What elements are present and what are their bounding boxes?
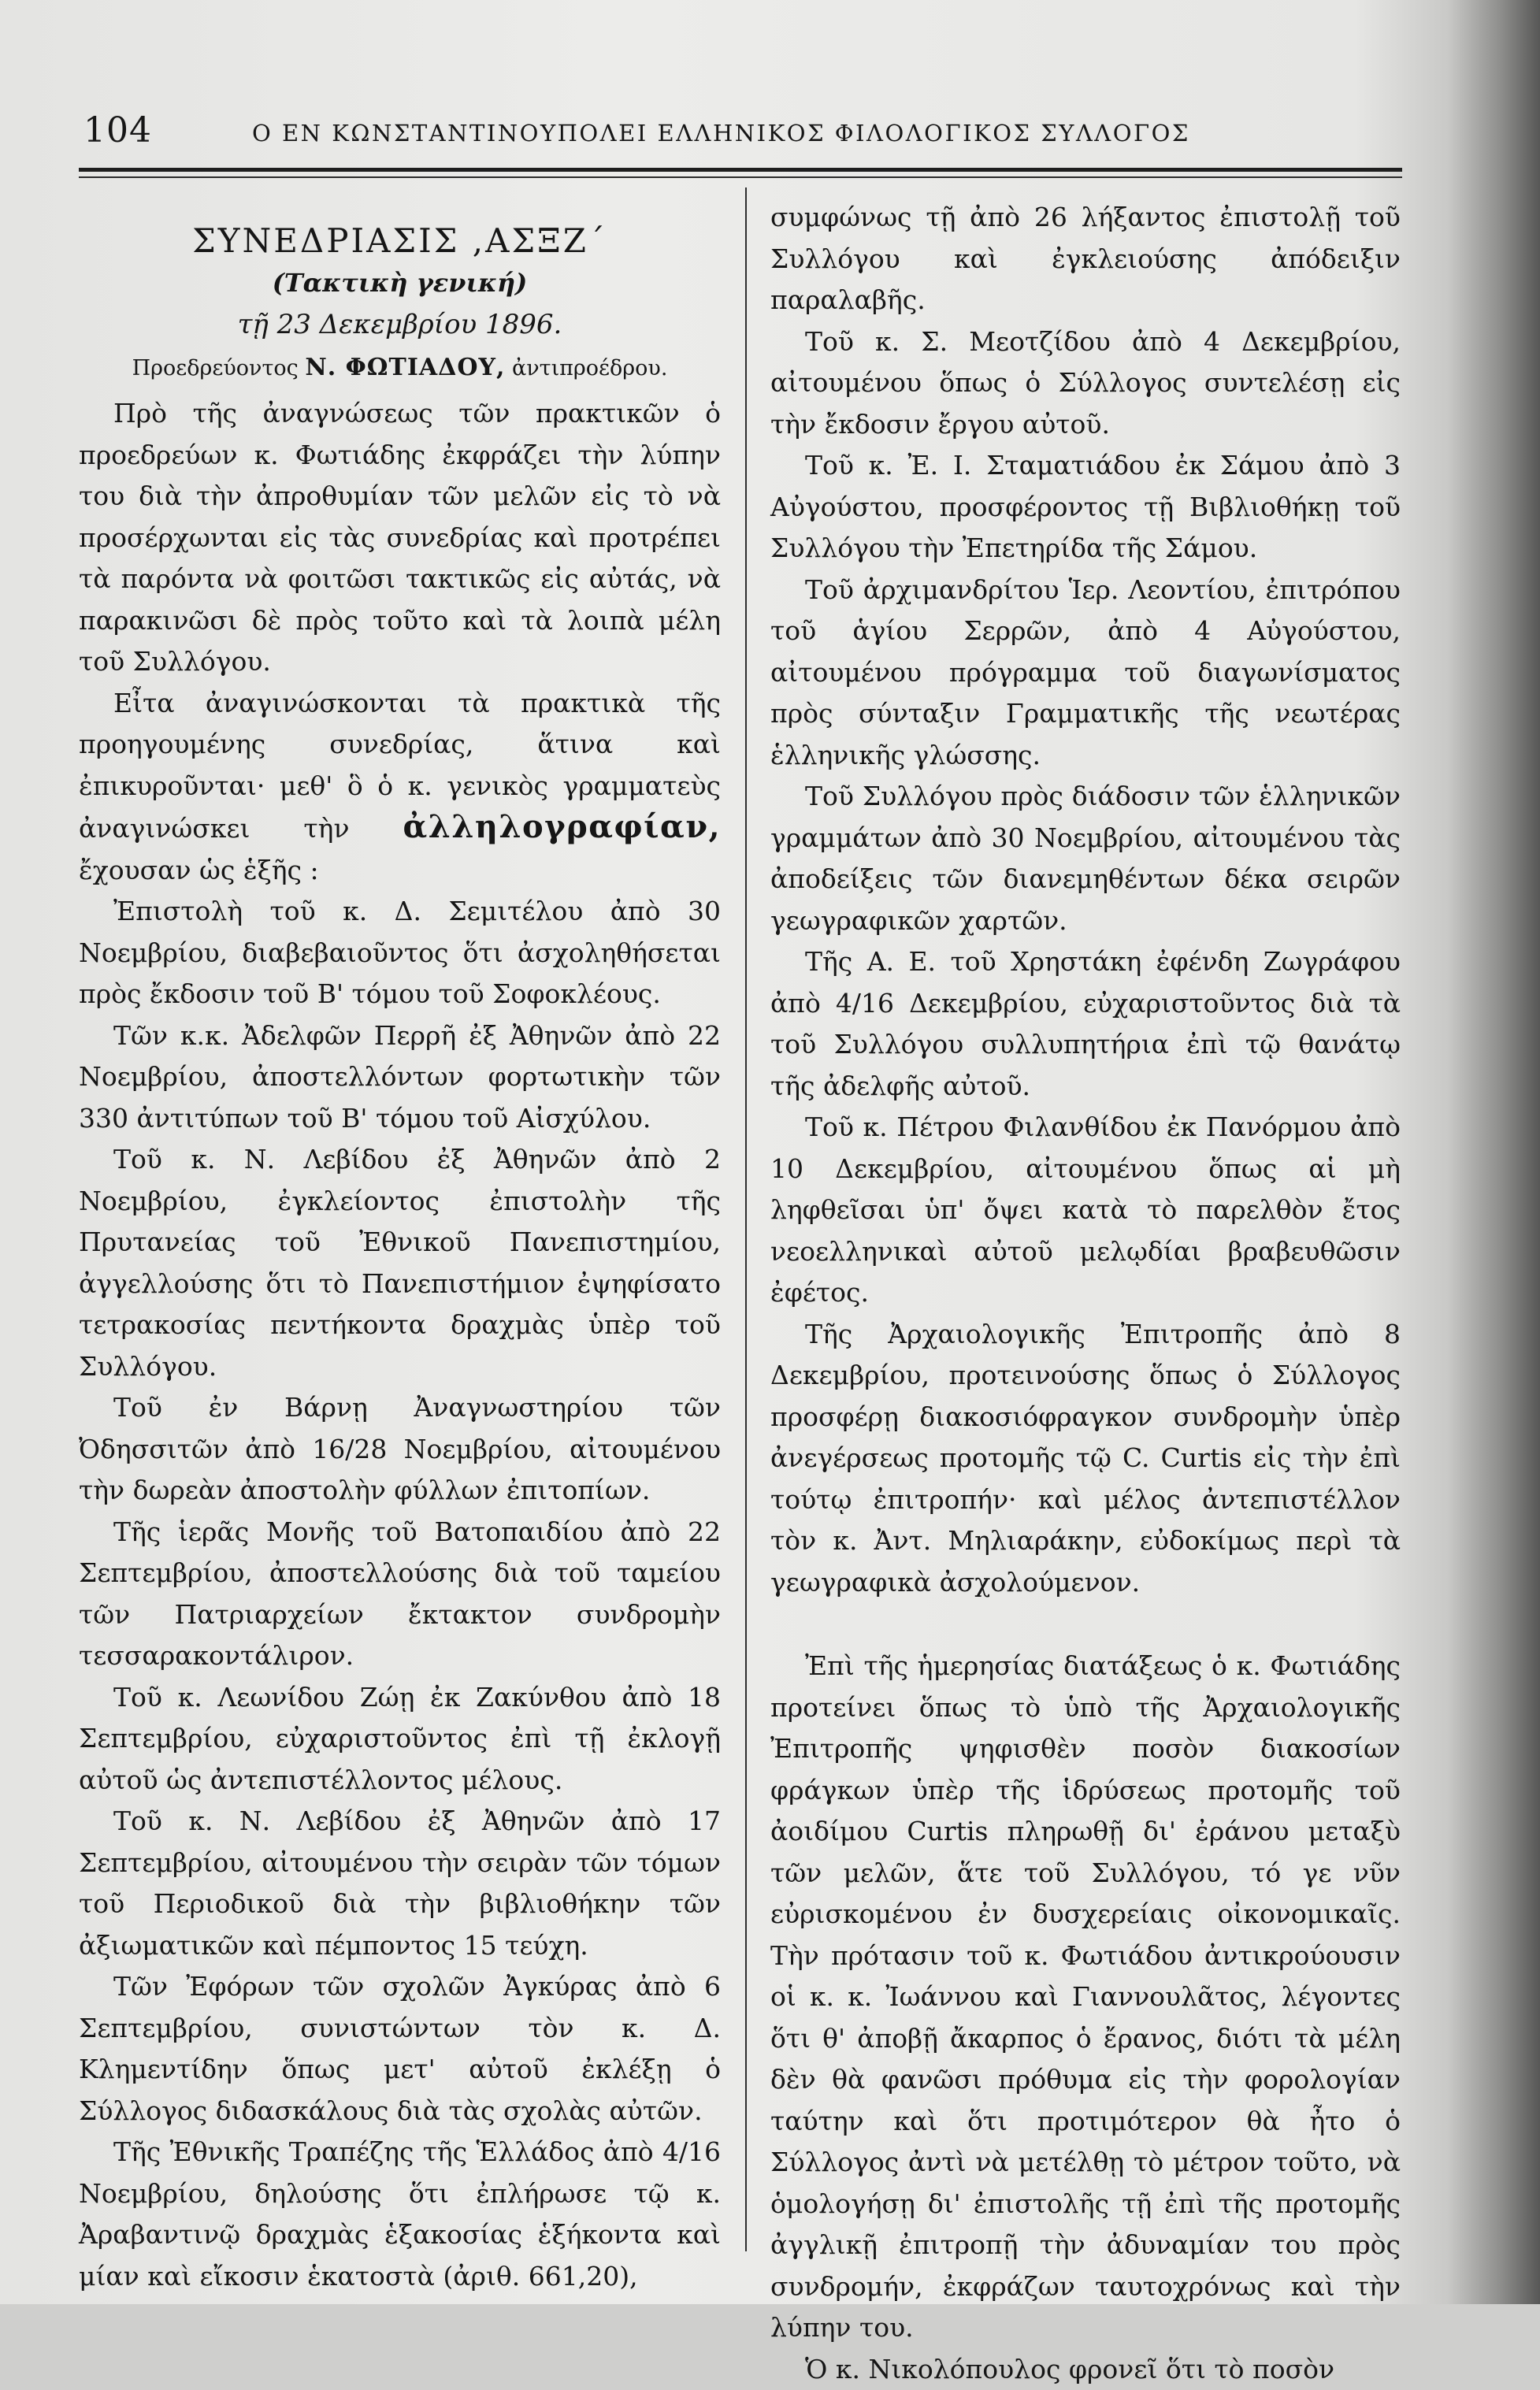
letter-zoi: Τοῦ κ. Λεωνίδου Ζώῃ ἐκ Ζακύνθου ἀπὸ 18 Σεπτεμβρίου, εὐχαριστοῦντος ἐπὶ τῇ ἐκλογῇ αὐτοῦ ὡς ἀντεπιστέλλοντος μέλους. — [79, 1677, 721, 1802]
paragraph-nikolopoulos: Ὁ κ. Νικολόπουλος φρονεῖ ὅτι τὸ ποσὸν — [770, 2349, 1401, 2390]
session-kind: (Τακτικὴ γενική) — [79, 263, 721, 302]
running-title: Ο ΕΝ ΚΩΝΣΤΑΝΤΙΝΟΥΠΟΛΕΙ ΕΛΛΗΝΙΚΟΣ ΦΙΛΟΛΟΓΙΚΟΣ ΣΥΛΛΟΓΟΣ — [252, 120, 1355, 147]
letter-vatopedi: Τῆς ἱερᾶς Μονῆς τοῦ Βατοπαιδίου ἀπὸ 22 Σεπτεμβρίου, ἀποστελλούσης διὰ τοῦ ταμείου τῶν Πατριαρχείων ἔκτακτον συνδρομὴν τεσσαρακοντάλιρον. — [79, 1512, 721, 1677]
paragraph-continued: συμφώνως τῇ ἀπὸ 26 λήξαντος ἐπιστολῇ τοῦ Συλλόγου καὶ ἐγκλειούσης ἀπόδειξιν παραλαβῆς. — [770, 197, 1401, 321]
letter-varna: Τοῦ ἐν Βάρνῃ Ἀναγνωστηρίου τῶν Ὀδησσιτῶν ἀπὸ 16/28 Νοεμβρίου, αἰτουμένου τὴν δωρεὰν ἀποστολὴν φύλλων ἐπιτοπίων. — [79, 1387, 721, 1512]
letter-national-bank: Τῆς Ἐθνικῆς Τραπέζης τῆς Ἑλλάδος ἀπὸ 4/16 Νοεμβρίου, δηλούσης ὅτι ἐπλήρωσε τῷ κ. Ἀραβαντινῷ δραχμὰς ἑξακοσίας ἑξήκοντα καὶ μίαν καὶ εἴκοσιν ἑκατοστὰ (ἀριθ. 661,20), — [79, 2132, 721, 2297]
header-rule-thin — [79, 176, 1402, 178]
paragraph-minutes — [79, 683, 721, 892]
letter-levidou-1: Τοῦ κ. Ν. Λεβίδου ἐξ Ἀθηνῶν ἀπὸ 2 Νοεμβρίου, ἐγκλείοντος ἐπιστολὴν τῆς Πρυτανείας τοῦ Ἐθνικοῦ Πανεπιστημίου, ἀγγελλούσης ὅτι τὸ Πανεπιστήμιον ἐψηφίσατο τετρακοσίας πεντήκοντα δραχμὰς ὑπὲρ τοῦ Συλλόγου. — [79, 1139, 721, 1387]
left-column — [79, 197, 721, 2297]
agenda-paragraph: Ἐπὶ τῆς ἡμερησίας διατάξεως ὁ κ. Φωτιάδης προτείνει ὅπως τὸ ὑπὸ τῆς Ἀρχαιολογικῆς Ἐπιτροπῆς ψηφισθὲν ποσὸν διακοσίων φράγκων ὑπὲρ τῆς ἱδρύσεως προτομῆς τοῦ ἀοιδίμου Curtis πληρωθῇ δι' ἐράνου μεταξὺ τῶν μελῶν, ἅτε τοῦ Συλλόγου, τό γε νῦν εὐρισκομένου ἐν δυσχερείαις οἰκονομικαῖς. Τὴν πρότασιν τοῦ κ. Φωτιάδου ἀντικρούουσιν οἱ κ. κ. Ἰωάννου καὶ Γιαννουλᾶτος, λέγοντες ὅτι θ' ἀποβῇ ἄκαρπος ὁ ἔρανος, διότι τὰ μέλη δὲν θὰ φανῶσι πρόθυμα εἰς τὴν φορολογίαν ταύτην καὶ ὅτι προτιμότερον θὰ ἦτο ὁ Σύλλογος ἀντὶ νὰ μετέλθῃ τὸ μέτρον τοῦτο, νὰ ὁμολογήσῃ δι' ἐπιστολῆς τῇ ἐπὶ τῆς προτομῆς ἀγγλικῇ ἐπιτροπῇ τὴν ἀδυναμίαν του πρὸς συνδρομήν, ἐκφράζων ταυτοχρόνως καὶ τὴν λύπην του. — [770, 1646, 1401, 2349]
presidency-line — [79, 347, 721, 390]
presidency-suffix: ἀντιπροέδρου. — [505, 356, 667, 380]
letter-archaeological-committee: Τῆς Ἀρχαιολογικῆς Ἐπιτροπῆς ἀπὸ 8 Δεκεμβρίου, προτεινούσης ὅπως ὁ Σύλλογος προσφέρῃ διακοσιόφραγκον συνδρομὴν ὑπὲρ ἀνεγέρσεως προτομῆς τῷ C. Curtis εἰς τὴν ἐπὶ τούτῳ ἐπιτροπήν· καὶ μέλος ἀντεπιστέλλον τὸν κ. Ἀντ. Μηλιαράκην, εὐδοκίμως περὶ τὰ γεωγραφικὰ ἀσχολούμενον. — [770, 1314, 1401, 1604]
letter-leontiou: Τοῦ ἀρχιμανδρίτου Ἱερ. Λεοντίου, ἐπιτρόπου τοῦ ἁγίου Σερρῶν, ἀπὸ 4 Αὐγούστου, αἰτουμένου πρόγραμμα τοῦ διαγωνίσματος πρὸς σύνταξιν Γραμματικῆς τῆς νεωτέρας ἑλληνικῆς γλώσσης. — [770, 570, 1401, 777]
running-header — [79, 110, 1379, 158]
letter-perri: Τῶν κ.κ. Ἀδελφῶν Περρῆ ἐξ Ἀθηνῶν ἀπὸ 22 Νοεμβρίου, ἀποστελλόντων φορτωτικὴν τῶν 330 ἀντιτύπων τοῦ Β' τόμου τοῦ Αἰσχύλου. — [79, 1015, 721, 1140]
letter-stamatiadou: Τοῦ κ. Ἐ. Ι. Σταματιάδου ἐκ Σάμου ἀπὸ 3 Αὐγούστου, προσφέροντος τῇ Βιβλιοθήκῃ τοῦ Συλλόγου τὴν Ἐπετηρίδα τῆς Σάμου. — [770, 445, 1401, 570]
paragraph-minutes-tail: ἔχουσαν ὡς ἑξῆς : — [79, 855, 319, 885]
letter-zografou: Τῆς Α. Ε. τοῦ Χρηστάκη ἐφένδη Ζωγράφου ἀπὸ 4/16 Δεκεμβρίου, εὐχαριστοῦντος διὰ τὰ τοῦ Συλλόγου συλλυπητήρια ἐπὶ τῷ θανάτῳ τῆς ἀδελφῆς αὐτοῦ. — [770, 941, 1401, 1107]
paragraph-opening: Πρὸ τῆς ἀναγνώσεως τῶν πρακτικῶν ὁ προεδρεύων κ. Φωτιάδης ἐκφράζει τὴν λύπην του διὰ τὴν ἀπροθυμίαν τῶν μελῶν εἰς τὸ νὰ προσέρχωνται εἰς τὰς συνεδρίας καὶ προτρέπει τὰ παρόντα νὰ φοιτῶσι τακτικῶς εἰς αὐτάς, νὰ παρακινῶσι δὲ πρὸς τοῦτο καὶ τὰ λοιπὰ μέλη τοῦ Συλλόγου. — [79, 393, 721, 683]
letter-diadosis-syllogos: Τοῦ Συλλόγου πρὸς διάδοσιν τῶν ἑλληνικῶν γραμμάτων ἀπὸ 30 Νοεμβρίου, αἰτουμένου τὰς ἀποδείξεις τῶν διανεμηθέντων δέκα σειρῶν γεωγραφικῶν χαρτῶν. — [770, 776, 1401, 941]
session-date: τῇ 23 Δεκεμβρίου 1896. — [79, 302, 721, 347]
session-title: ΣΥΝΕΔΡΙΑΣΙΣ ,ΑΣΞΖ΄ — [79, 219, 721, 263]
right-column — [770, 197, 1401, 2390]
page-number: 104 — [83, 110, 152, 150]
president-name: Ν. ΦΩΤΙΑΔΟΥ, — [305, 354, 505, 381]
column-divider — [745, 187, 747, 2251]
letter-semitelou: Ἐπιστολὴ τοῦ κ. Δ. Σεμιτέλου ἀπὸ 30 Νοεμβρίου, διαβεβαιοῦντος ὅτι ἀσχοληθήσεται πρὸς ἔκδοσιν τοῦ Β' τόμου τοῦ Σοφοκλέους. — [79, 891, 721, 1015]
letter-levidou-2: Τοῦ κ. Ν. Λεβίδου ἐξ Ἀθηνῶν ἀπὸ 17 Σεπτεμβρίου, αἰτουμένου τὴν σειρὰν τῶν τόμων τοῦ Περιοδικοῦ διὰ τὴν βιβλιοθήκην τῶν ἀξιωματικῶν καὶ πέμποντος 15 τεύχη. — [79, 1801, 721, 1966]
letter-ankyra: Τῶν Ἐφόρων τῶν σχολῶν Ἀγκύρας ἀπὸ 6 Σεπτεμβρίου, συνιστώντων τὸν κ. Δ. Κλημεντίδην ὅπως μετ' αὐτοῦ ἐκλέξῃ ὁ Σύλλογος διδασκάλους διὰ τὰς σχολὰς αὐτῶν. — [79, 1966, 721, 2132]
header-rule-thick — [79, 168, 1402, 172]
letter-meotzidou: Τοῦ κ. Σ. Μεοτζίδου ἀπὸ 4 Δεκεμβρίου, αἰτουμένου ὅπως ὁ Σύλλογος συντελέσῃ εἰς τὴν ἔκδοσιν ἔργου αὐτοῦ. — [770, 321, 1401, 446]
letter-filanthidou: Τοῦ κ. Πέτρου Φιλανθίδου ἐκ Πανόρμου ἀπὸ 10 Δεκεμβρίου, αἰτουμένου ὅπως αἱ μὴ ληφθεῖσαι ὑπ' ὄψει κατὰ τὸ παρελθὸν ἔτος νεοελληνικαὶ αὐτοῦ μελῳδίαι βραβευθῶσιν ἐφέτος. — [770, 1107, 1401, 1314]
presidency-prefix: Προεδρεύοντος — [132, 356, 306, 380]
correspondence-heading: ἀλληλογραφίαν, — [403, 808, 721, 845]
paragraph-minutes-text: Εἶτα ἀναγινώσκονται τὰ πρακτικὰ τῆς προηγουμένης συνεδρίας, ἅτινα καὶ ἐπικυροῦνται· μεθ' ὃ ὁ κ. γενικὸς γραμματεὺς ἀναγινώσκει τὴν — [79, 688, 721, 844]
